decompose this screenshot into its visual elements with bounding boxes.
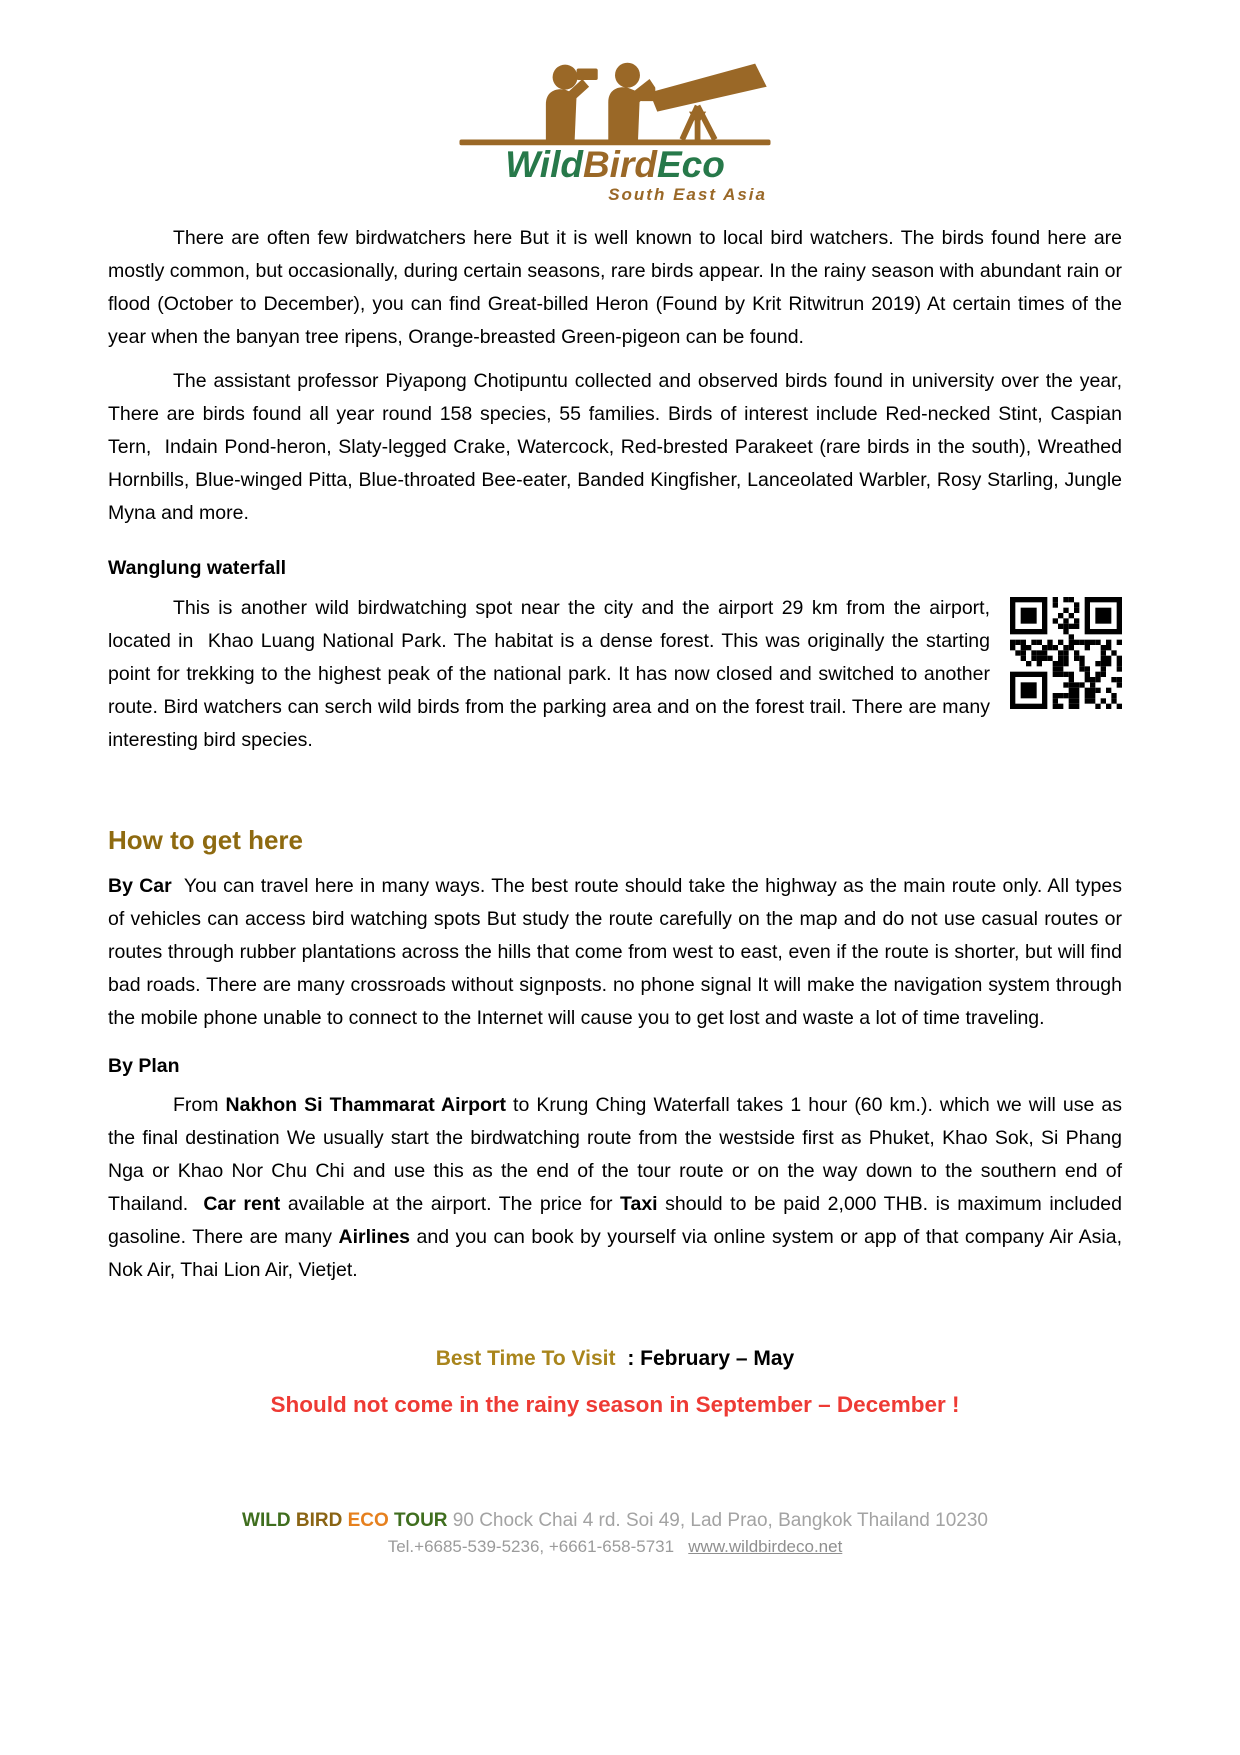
qr-code <box>1010 596 1122 714</box>
text-run: to Krung Ching Waterfall takes 1 hour (60 km.). which we will use as the final destination We usually start the birdwatching route from the westside first as Phuket, Khao Sok, Si Phang Nga or Khao Nor Chu Chi and use this as the end of the tour route or on the way down to the southern end of Thailand. <box>108 1094 1122 1215</box>
brand-word-bird: Bird <box>582 144 657 185</box>
footer-contact-line <box>108 1536 1122 1558</box>
airlines-label: Airlines <box>338 1226 411 1248</box>
by-plan-heading: By Plan <box>108 1055 180 1077</box>
footer-tel: Tel.+6685-539-5236, +6661-658-5731 <box>387 1537 675 1556</box>
rainy-season-warning: Should not come in the rainy season in September – December ! <box>270 1392 960 1417</box>
best-time-line <box>108 1341 1122 1377</box>
airport-name: Nakhon Si Thammarat Airport <box>225 1094 507 1116</box>
brand-tagline: South East Asia <box>608 185 767 204</box>
text-run: available at the airport. The price for <box>280 1193 621 1215</box>
wanglung-heading: Wanglung waterfall <box>108 557 287 579</box>
wanglung-section <box>108 592 1122 768</box>
intro-paragraph-2: The assistant professor Piyapong Chotipuntu collected and observed birds found in university over the year, There are birds found all year round 158 species, 55 families. Birds of interest include Red-necked Stint, Caspian Tern, Indain Pond-heron, Slaty-legged Crake, Watercock, Red-brested Parakeet (rare birds in the south), Wreathed Hornbills, Blue-winged Pitta, Blue-throated Bee-eater, Banded Kingfisher, Lanceolated Warbler, Rosy Starling, Jungle Myna and more. <box>108 370 1122 524</box>
footer-brand-tour: TOUR <box>394 1510 448 1531</box>
footer-brand-address <box>108 1509 1122 1533</box>
wanglung-paragraph: This is another wild birdwatching spot near the city and the airport 29 km from the airport, located in Khao Luang National Park. The habitat is a dense forest. This was originally the starting point for trekking to the highest peak of the national park. It has now closed and switched to another route. Bird watchers can serch wild birds from the parking area and on the forest trail. There are many interesting bird species. <box>108 597 990 751</box>
how-to-get-here-heading: How to get here <box>108 825 304 855</box>
best-time-label: Best Time To Visit <box>435 1347 616 1370</box>
brand-name <box>435 146 795 184</box>
by-car-label: By Car <box>108 875 172 897</box>
birdwatchers-logo-icon <box>450 56 780 152</box>
footer <box>108 1509 1122 1558</box>
footer-website-link[interactable]: www.wildbirdeco.net <box>688 1537 843 1556</box>
text-run: should to be paid 2,000 THB. is maximum included gasoline. There are many <box>108 1193 1122 1248</box>
footer-brand-bird: BIRD <box>295 1510 348 1531</box>
taxi-label: Taxi <box>620 1193 658 1215</box>
intro-paragraph-1: There are often few birdwatchers here But it is well known to local bird watchers. The birds found here are mostly common, but occasionally, during certain seasons, rare birds appear. In the rainy season with abundant rain or flood (October to December), you can find Great-billed Heron (Found by Krit Ritwitrun 2019) At certain times of the year when the banyan tree ripens, Orange-breasted Green-pigeon can be found. <box>108 227 1122 348</box>
brand-word-wild: Wild <box>505 144 583 185</box>
brand-word-eco: Eco <box>656 144 725 185</box>
footer-brand-eco: ECO <box>347 1510 395 1531</box>
by-car-paragraph <box>108 870 1122 1035</box>
footer-brand-wild: WILD <box>242 1510 296 1531</box>
logo <box>435 56 795 205</box>
by-car-body: You can travel here in many ways. The best route should take the highway as the main route only. All types of vehicles can access bird watching spots But study the route carefully on the map and do not use casual routes or routes through rubber plantations across the hills that come from west to east, even if the route is shorter, but will find bad roads. There are many crossroads without signposts. no phone signal It will make the navigation system through the mobile phone unable to connect to the Internet will cause you to get lost and waste a lot of time traveling. <box>108 875 1122 1029</box>
text-run: and you can book by yourself via online system or app of that company Air Asia, Nok Air, Thai Lion Air, Vietjet. <box>108 1226 1122 1281</box>
best-time-value: : February – May <box>627 1347 795 1370</box>
car-rent-label: Car rent <box>203 1193 281 1215</box>
footer-address: 90 Chock Chai 4 rd. Soi 49, Lad Prao, Bangkok Thailand 10230 <box>447 1510 988 1531</box>
text-run: From <box>173 1094 226 1116</box>
by-plan-paragraph <box>108 1089 1122 1287</box>
